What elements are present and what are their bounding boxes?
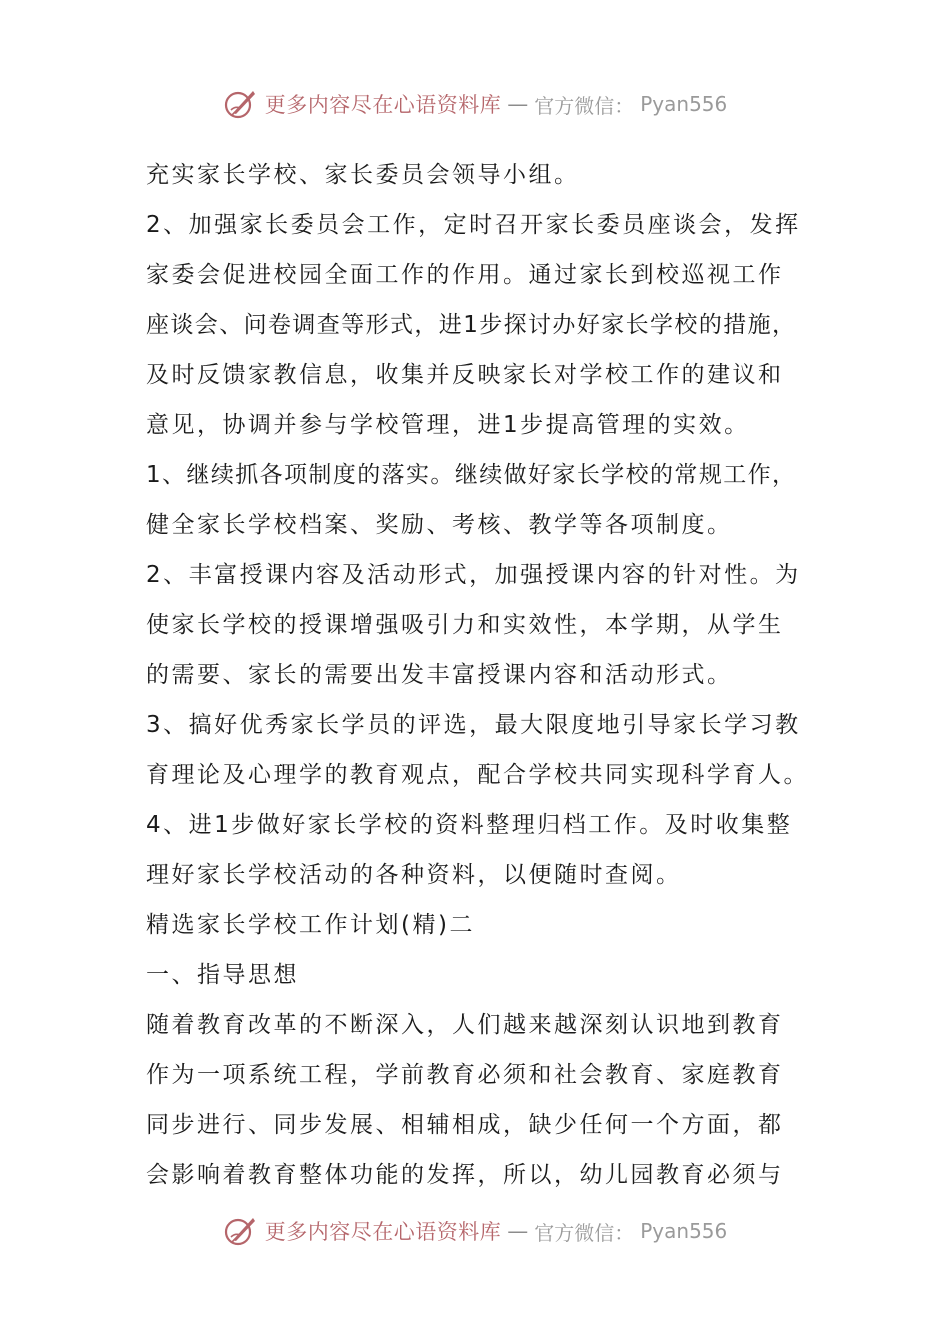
text-line: 使家长学校的授课增强吸引力和实效性，本学期，从学生 (146, 612, 784, 638)
text-line: 健全家长学校档案、奖励、考核、教学等各项制度。 (146, 512, 733, 538)
watermark-wechat-label: 官方微信： (534, 93, 635, 118)
watermark-dash: — (507, 92, 529, 116)
document-body (146, 150, 824, 1200)
text-line: 座谈会、问卷调查等形式，进1步探讨办好家长学校的措施， (146, 312, 797, 338)
text-line: 2、丰富授课内容及活动形式，加强授课内容的针对性。为 (146, 562, 801, 588)
text-line: 家委会促进校园全面工作的作用。通过家长到校巡视工作 (146, 262, 784, 288)
watermark-main-text: 更多内容尽在心语资料库 (264, 93, 502, 117)
text-line: 充实家长学校、家长委员会领导小组。 (146, 162, 580, 188)
text-line: 理好家长学校活动的各种资料，以便随时查阅。 (146, 862, 682, 888)
text-line: 会影响着教育整体功能的发挥，所以，幼儿园教育必须与 (146, 1162, 784, 1188)
watermark-wechat-label: 官方微信： (534, 1220, 635, 1245)
section-title: 精选家长学校工作计划(精)二 (146, 912, 475, 938)
text-line: 1、继续抓各项制度的落实。继续做好家长学校的常规工作， (146, 462, 797, 488)
text-line: 2、加强家长委员会工作，定时召开家长委员座谈会，发挥 (146, 212, 801, 238)
text-line: 3、搞好优秀家长学员的评选，最大限度地引导家长学习教 (146, 712, 801, 738)
watermark-wechat-id: Pyan556 (640, 1219, 728, 1243)
header-watermark (0, 82, 950, 126)
section-heading: 一、指导思想 (146, 962, 299, 988)
footer-watermark (0, 1209, 950, 1253)
text-line: 作为一项系统工程，学前教育必须和社会教育、家庭教育 (146, 1062, 784, 1088)
text-line: 4、进1步做好家长学校的资料整理归档工作。及时收集整 (146, 812, 793, 838)
text-line: 及时反馈家教信息，收集并反映家长对学校工作的建议和 (146, 362, 784, 388)
quill-pen-circle-icon (223, 86, 259, 122)
text-line: 意见，协调并参与学校管理，进1步提高管理的实效。 (146, 412, 750, 438)
watermark-main-text: 更多内容尽在心语资料库 (264, 1220, 502, 1244)
text-line: 同步进行、同步发展、相辅相成，缺少任何一个方面，都 (146, 1112, 784, 1138)
watermark-wechat-id: Pyan556 (640, 92, 728, 116)
quill-pen-circle-icon (223, 1213, 259, 1249)
watermark-dash: — (507, 1219, 529, 1243)
text-line: 育理论及心理学的教育观点，配合学校共同实现科学育人。 (146, 762, 809, 788)
text-line: 的需要、家长的需要出发丰富授课内容和活动形式。 (146, 662, 733, 688)
text-line: 随着教育改革的不断深入，人们越来越深刻认识地到教育 (146, 1012, 784, 1038)
